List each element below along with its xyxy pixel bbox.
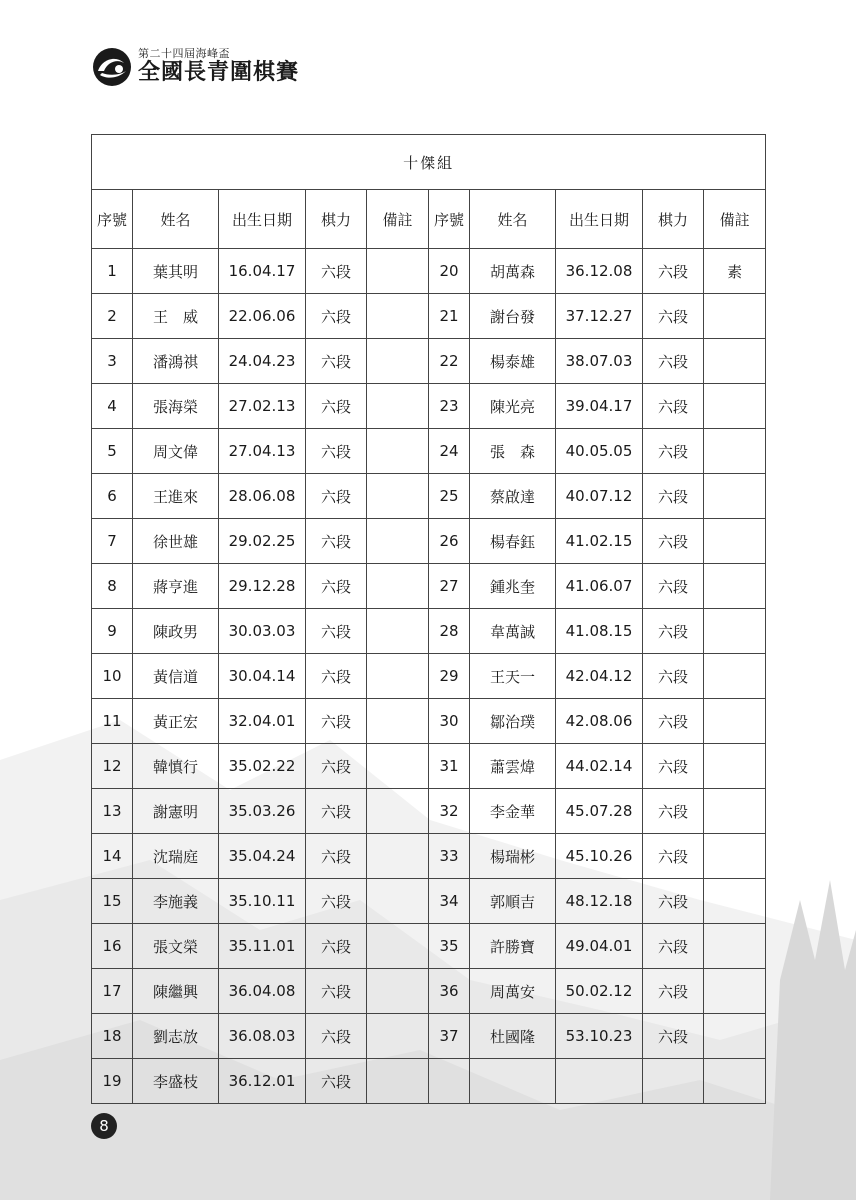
cell-seq: 33: [429, 834, 470, 879]
cell-birth-date: 41.02.15: [556, 519, 643, 564]
cell-rank: 六段: [643, 564, 704, 609]
cell-remark: [704, 519, 766, 564]
cell-rank: 六段: [306, 879, 367, 924]
cell-name: 李盛枝: [133, 1059, 219, 1104]
cell-seq: 9: [92, 609, 133, 654]
cell-rank: 六段: [306, 249, 367, 294]
cell-birth-date: 16.04.17: [219, 249, 306, 294]
cell-rank: 六段: [306, 474, 367, 519]
column-header-birth-date: 出生日期: [556, 190, 643, 249]
cell-remark: [367, 249, 429, 294]
cell-remark: [704, 294, 766, 339]
column-header-rank: 棋力: [643, 190, 704, 249]
cell-rank: 六段: [643, 969, 704, 1014]
cell-seq: 19: [92, 1059, 133, 1104]
cell-name: 韓慎行: [133, 744, 219, 789]
table-row: [92, 519, 766, 564]
cell-remark: [367, 384, 429, 429]
cell-rank: 六段: [643, 924, 704, 969]
cell-seq: 21: [429, 294, 470, 339]
table-row: [92, 654, 766, 699]
cell-remark: [704, 969, 766, 1014]
cell-birth-date: 50.02.12: [556, 969, 643, 1014]
cell-name: 葉其明: [133, 249, 219, 294]
column-header-birth-date: 出生日期: [219, 190, 306, 249]
cell-remark: [367, 1014, 429, 1059]
cell-name: 楊瑞彬: [470, 834, 556, 879]
cell-rank: [643, 1059, 704, 1104]
cell-name: 王進來: [133, 474, 219, 519]
cell-name: 周文偉: [133, 429, 219, 474]
cell-rank: 六段: [643, 384, 704, 429]
table-row: [92, 294, 766, 339]
cell-name: 李金華: [470, 789, 556, 834]
cell-seq: 18: [92, 1014, 133, 1059]
column-header-rank: 棋力: [306, 190, 367, 249]
cell-birth-date: 36.12.01: [219, 1059, 306, 1104]
cell-seq: 13: [92, 789, 133, 834]
cell-birth-date: 30.03.03: [219, 609, 306, 654]
cell-remark: [704, 339, 766, 384]
cell-rank: 六段: [643, 609, 704, 654]
cell-seq: 4: [92, 384, 133, 429]
cell-remark: [367, 969, 429, 1014]
event-name: 全國長青圍棋賽: [138, 60, 300, 85]
cell-rank: 六段: [306, 924, 367, 969]
cell-rank: 六段: [643, 249, 704, 294]
cell-seq: 17: [92, 969, 133, 1014]
cell-remark: [367, 654, 429, 699]
cell-name: 王 威: [133, 294, 219, 339]
cell-birth-date: 24.04.23: [219, 339, 306, 384]
cell-birth-date: 35.02.22: [219, 744, 306, 789]
cell-remark: [704, 699, 766, 744]
cell-name: 蔣亨進: [133, 564, 219, 609]
cell-name: 張文榮: [133, 924, 219, 969]
cell-birth-date: 29.02.25: [219, 519, 306, 564]
cell-rank: 六段: [306, 339, 367, 384]
cell-seq: 29: [429, 654, 470, 699]
cell-birth-date: 48.12.18: [556, 879, 643, 924]
event-header: [90, 45, 299, 89]
table-row: [92, 474, 766, 519]
cell-rank: 六段: [306, 294, 367, 339]
cell-seq: 16: [92, 924, 133, 969]
cell-remark: [367, 699, 429, 744]
cell-name: 張海榮: [133, 384, 219, 429]
cell-rank: 六段: [306, 789, 367, 834]
cell-remark: [704, 564, 766, 609]
cell-seq: 30: [429, 699, 470, 744]
cell-birth-date: 36.12.08: [556, 249, 643, 294]
cell-remark: [367, 564, 429, 609]
cell-remark: [704, 924, 766, 969]
cell-rank: 六段: [643, 519, 704, 564]
cell-rank: 六段: [306, 519, 367, 564]
cell-seq: 31: [429, 744, 470, 789]
cell-name: 郭順吉: [470, 879, 556, 924]
cell-seq: [429, 1059, 470, 1104]
cell-rank: 六段: [643, 789, 704, 834]
page-number: 8: [91, 1113, 117, 1139]
cell-name: 陳光亮: [470, 384, 556, 429]
cell-seq: 24: [429, 429, 470, 474]
cell-birth-date: 40.07.12: [556, 474, 643, 519]
cell-seq: 32: [429, 789, 470, 834]
cell-birth-date: 30.04.14: [219, 654, 306, 699]
cell-name: 王天一: [470, 654, 556, 699]
cell-seq: 23: [429, 384, 470, 429]
event-logo-icon: [90, 45, 134, 89]
cell-name: 許勝寶: [470, 924, 556, 969]
table-row: [92, 879, 766, 924]
cell-birth-date: 53.10.23: [556, 1014, 643, 1059]
cell-seq: 6: [92, 474, 133, 519]
cell-rank: 六段: [643, 654, 704, 699]
table-row: [92, 924, 766, 969]
cell-remark: [367, 609, 429, 654]
roster-table: [91, 134, 766, 1104]
cell-name: 蕭雲煒: [470, 744, 556, 789]
table-row: [92, 339, 766, 384]
cell-remark: 素: [704, 249, 766, 294]
cell-seq: 22: [429, 339, 470, 384]
cell-name: 鍾兆奎: [470, 564, 556, 609]
cell-rank: 六段: [643, 294, 704, 339]
cell-rank: 六段: [306, 654, 367, 699]
cell-rank: 六段: [306, 384, 367, 429]
cell-rank: 六段: [643, 429, 704, 474]
cell-birth-date: 41.08.15: [556, 609, 643, 654]
cell-remark: [367, 789, 429, 834]
cell-name: 謝台發: [470, 294, 556, 339]
cell-rank: 六段: [643, 339, 704, 384]
table-row: [92, 1014, 766, 1059]
cell-name: 楊泰雄: [470, 339, 556, 384]
cell-birth-date: 44.02.14: [556, 744, 643, 789]
cell-name: 蔡啟達: [470, 474, 556, 519]
cell-birth-date: 41.06.07: [556, 564, 643, 609]
cell-remark: [704, 654, 766, 699]
cell-name: 周萬安: [470, 969, 556, 1014]
cell-birth-date: [556, 1059, 643, 1104]
cell-rank: 六段: [306, 969, 367, 1014]
cell-birth-date: 35.11.01: [219, 924, 306, 969]
cell-birth-date: 29.12.28: [219, 564, 306, 609]
cell-birth-date: 45.07.28: [556, 789, 643, 834]
cell-remark: [704, 789, 766, 834]
column-header-remark: 備註: [367, 190, 429, 249]
cell-seq: 1: [92, 249, 133, 294]
cell-seq: 8: [92, 564, 133, 609]
cell-seq: 3: [92, 339, 133, 384]
cell-remark: [367, 429, 429, 474]
cell-remark: [704, 879, 766, 924]
cell-birth-date: 40.05.05: [556, 429, 643, 474]
cell-birth-date: 28.06.08: [219, 474, 306, 519]
cell-seq: 35: [429, 924, 470, 969]
table-title: 十傑組: [92, 135, 766, 190]
cell-name: 杜國隆: [470, 1014, 556, 1059]
cell-seq: 11: [92, 699, 133, 744]
cell-birth-date: 32.04.01: [219, 699, 306, 744]
cell-rank: 六段: [306, 564, 367, 609]
column-header-name: 姓名: [133, 190, 219, 249]
cell-remark: [367, 744, 429, 789]
cell-name: 沈瑞庭: [133, 834, 219, 879]
table-row: [92, 564, 766, 609]
table-row: [92, 249, 766, 294]
table-row: [92, 384, 766, 429]
cell-name: 陳繼興: [133, 969, 219, 1014]
cell-birth-date: 35.10.11: [219, 879, 306, 924]
cell-seq: 15: [92, 879, 133, 924]
cell-remark: [367, 339, 429, 384]
cell-rank: 六段: [306, 834, 367, 879]
column-header-seq: 序號: [92, 190, 133, 249]
cell-name: 李施義: [133, 879, 219, 924]
cell-birth-date: 38.07.03: [556, 339, 643, 384]
table-row: [92, 969, 766, 1014]
cell-name: 韋萬誠: [470, 609, 556, 654]
cell-rank: 六段: [643, 474, 704, 519]
cell-remark: [704, 474, 766, 519]
cell-birth-date: 42.08.06: [556, 699, 643, 744]
cell-remark: [704, 384, 766, 429]
cell-rank: 六段: [306, 699, 367, 744]
cell-remark: [367, 474, 429, 519]
cell-remark: [367, 834, 429, 879]
event-edition: 第二十四屆海峰盃: [138, 47, 230, 60]
table-row: [92, 789, 766, 834]
table-row: [92, 744, 766, 789]
cell-seq: 25: [429, 474, 470, 519]
cell-seq: 12: [92, 744, 133, 789]
cell-rank: 六段: [643, 1014, 704, 1059]
cell-seq: 34: [429, 879, 470, 924]
cell-remark: [704, 609, 766, 654]
cell-seq: 36: [429, 969, 470, 1014]
cell-birth-date: 35.04.24: [219, 834, 306, 879]
table-row: [92, 1059, 766, 1104]
cell-remark: [367, 519, 429, 564]
table-row: [92, 609, 766, 654]
column-header-name: 姓名: [470, 190, 556, 249]
cell-remark: [367, 1059, 429, 1104]
table-row: [92, 429, 766, 474]
cell-name: 謝憲明: [133, 789, 219, 834]
cell-name: 劉志放: [133, 1014, 219, 1059]
cell-name: 張 森: [470, 429, 556, 474]
cell-birth-date: 49.04.01: [556, 924, 643, 969]
cell-rank: 六段: [306, 1014, 367, 1059]
cell-seq: 27: [429, 564, 470, 609]
cell-seq: 14: [92, 834, 133, 879]
cell-name: 黃信道: [133, 654, 219, 699]
cell-seq: 2: [92, 294, 133, 339]
cell-name: 黃正宏: [133, 699, 219, 744]
cell-birth-date: 39.04.17: [556, 384, 643, 429]
cell-seq: 26: [429, 519, 470, 564]
cell-name: 潘鴻祺: [133, 339, 219, 384]
column-header-remark: 備註: [704, 190, 766, 249]
table-row: [92, 834, 766, 879]
cell-remark: [704, 1014, 766, 1059]
cell-rank: 六段: [306, 429, 367, 474]
cell-birth-date: 42.04.12: [556, 654, 643, 699]
cell-seq: 7: [92, 519, 133, 564]
cell-birth-date: 37.12.27: [556, 294, 643, 339]
cell-remark: [704, 744, 766, 789]
cell-name: 鄒治璞: [470, 699, 556, 744]
cell-birth-date: 36.08.03: [219, 1014, 306, 1059]
cell-name: 陳政男: [133, 609, 219, 654]
cell-birth-date: 35.03.26: [219, 789, 306, 834]
cell-birth-date: 27.04.13: [219, 429, 306, 474]
column-header-seq: 序號: [429, 190, 470, 249]
cell-rank: 六段: [306, 609, 367, 654]
cell-remark: [367, 879, 429, 924]
cell-name: [470, 1059, 556, 1104]
cell-name: 胡萬森: [470, 249, 556, 294]
cell-name: 徐世雄: [133, 519, 219, 564]
cell-birth-date: 36.04.08: [219, 969, 306, 1014]
cell-rank: 六段: [643, 699, 704, 744]
cell-seq: 5: [92, 429, 133, 474]
cell-remark: [704, 429, 766, 474]
cell-seq: 20: [429, 249, 470, 294]
cell-seq: 10: [92, 654, 133, 699]
cell-remark: [704, 1059, 766, 1104]
cell-rank: 六段: [306, 744, 367, 789]
cell-name: 楊春鈺: [470, 519, 556, 564]
table-row: [92, 699, 766, 744]
cell-remark: [367, 294, 429, 339]
cell-rank: 六段: [306, 1059, 367, 1104]
cell-birth-date: 27.02.13: [219, 384, 306, 429]
cell-rank: 六段: [643, 744, 704, 789]
cell-birth-date: 45.10.26: [556, 834, 643, 879]
cell-remark: [367, 924, 429, 969]
cell-remark: [704, 834, 766, 879]
cell-rank: 六段: [643, 834, 704, 879]
cell-rank: 六段: [643, 879, 704, 924]
cell-seq: 28: [429, 609, 470, 654]
cell-birth-date: 22.06.06: [219, 294, 306, 339]
cell-seq: 37: [429, 1014, 470, 1059]
